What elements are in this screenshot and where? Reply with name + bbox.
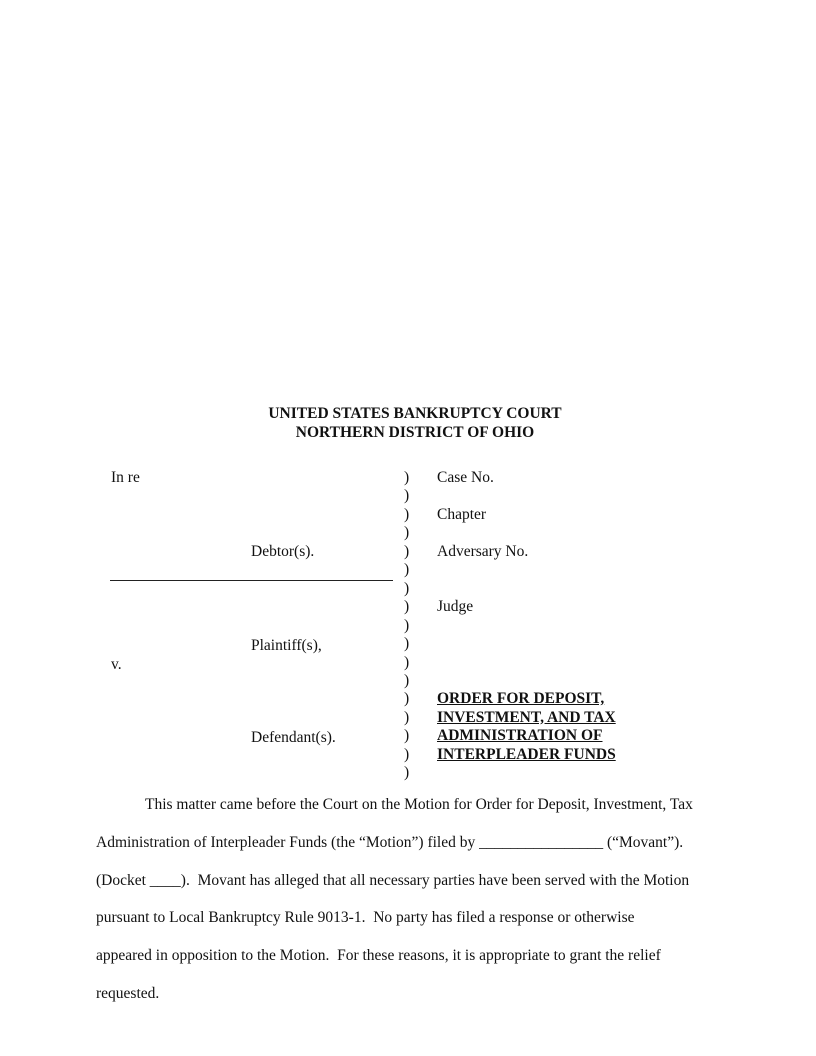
- caption-paren: ): [404, 505, 410, 523]
- caption-paren: ): [404, 764, 410, 782]
- plaintiff-label: Plaintiff(s),: [251, 637, 322, 654]
- caption-paren: ): [404, 727, 410, 745]
- case-no-label: Case No.: [437, 469, 494, 486]
- caption-paren: ): [404, 487, 410, 505]
- order-title: [437, 690, 616, 764]
- adversary-no-label: Adversary No.: [437, 543, 529, 560]
- order-body-paragraph: [96, 795, 693, 1022]
- caption-paren: ): [404, 745, 410, 763]
- chapter-label: Chapter: [437, 506, 487, 523]
- body-line: appeared in opposition to the Motion. For these reasons, it is appropriate to grant the relief: [96, 947, 661, 965]
- judge-label: Judge: [437, 598, 474, 615]
- order-title-line: INVESTMENT, AND TAX: [437, 708, 616, 726]
- caption-paren: ): [404, 690, 410, 708]
- body-line: pursuant to Local Bankruptcy Rule 9013-1. No party has filed a response or otherwise: [96, 909, 635, 927]
- body-line: This matter came before the Court on the Motion for Order for Deposit, Investment, Tax: [145, 796, 693, 813]
- caption-paren: ): [404, 616, 410, 634]
- body-line: Administration of Interpleader Funds (the “Motion”) filed by ________________ (“Movant”).: [96, 833, 684, 851]
- caption-paren: ): [404, 708, 410, 726]
- caption-paren: ): [404, 542, 410, 560]
- caption-paren: ): [404, 579, 410, 597]
- caption-paren: ): [404, 598, 410, 616]
- in-re-label: In re: [111, 469, 140, 486]
- caption-paren: ): [404, 671, 410, 689]
- defendant-label: Defendant(s).: [251, 729, 336, 746]
- order-title-line: INTERPLEADER FUNDS: [437, 745, 616, 763]
- court-name: UNITED STATES BANKRUPTCY COURT: [268, 405, 562, 422]
- order-title-line: ORDER FOR DEPOSIT,: [437, 690, 605, 707]
- caption-paren: ): [404, 469, 410, 486]
- body-line: requested.: [96, 984, 160, 1002]
- body-line: (Docket ____). Movant has alleged that all necessary parties have been served with the Motion: [96, 871, 690, 889]
- caption-divider: [110, 580, 393, 581]
- order-title-line: ADMINISTRATION OF: [437, 727, 603, 744]
- caption-paren: ): [404, 561, 410, 579]
- caption-paren: ): [404, 524, 410, 542]
- debtor-label: Debtor(s).: [251, 543, 315, 560]
- district-name: NORTHERN DISTRICT OF OHIO: [295, 424, 535, 441]
- caption-paren: ): [404, 653, 410, 671]
- versus-label: v.: [111, 656, 122, 673]
- caption-paren: ): [404, 635, 410, 653]
